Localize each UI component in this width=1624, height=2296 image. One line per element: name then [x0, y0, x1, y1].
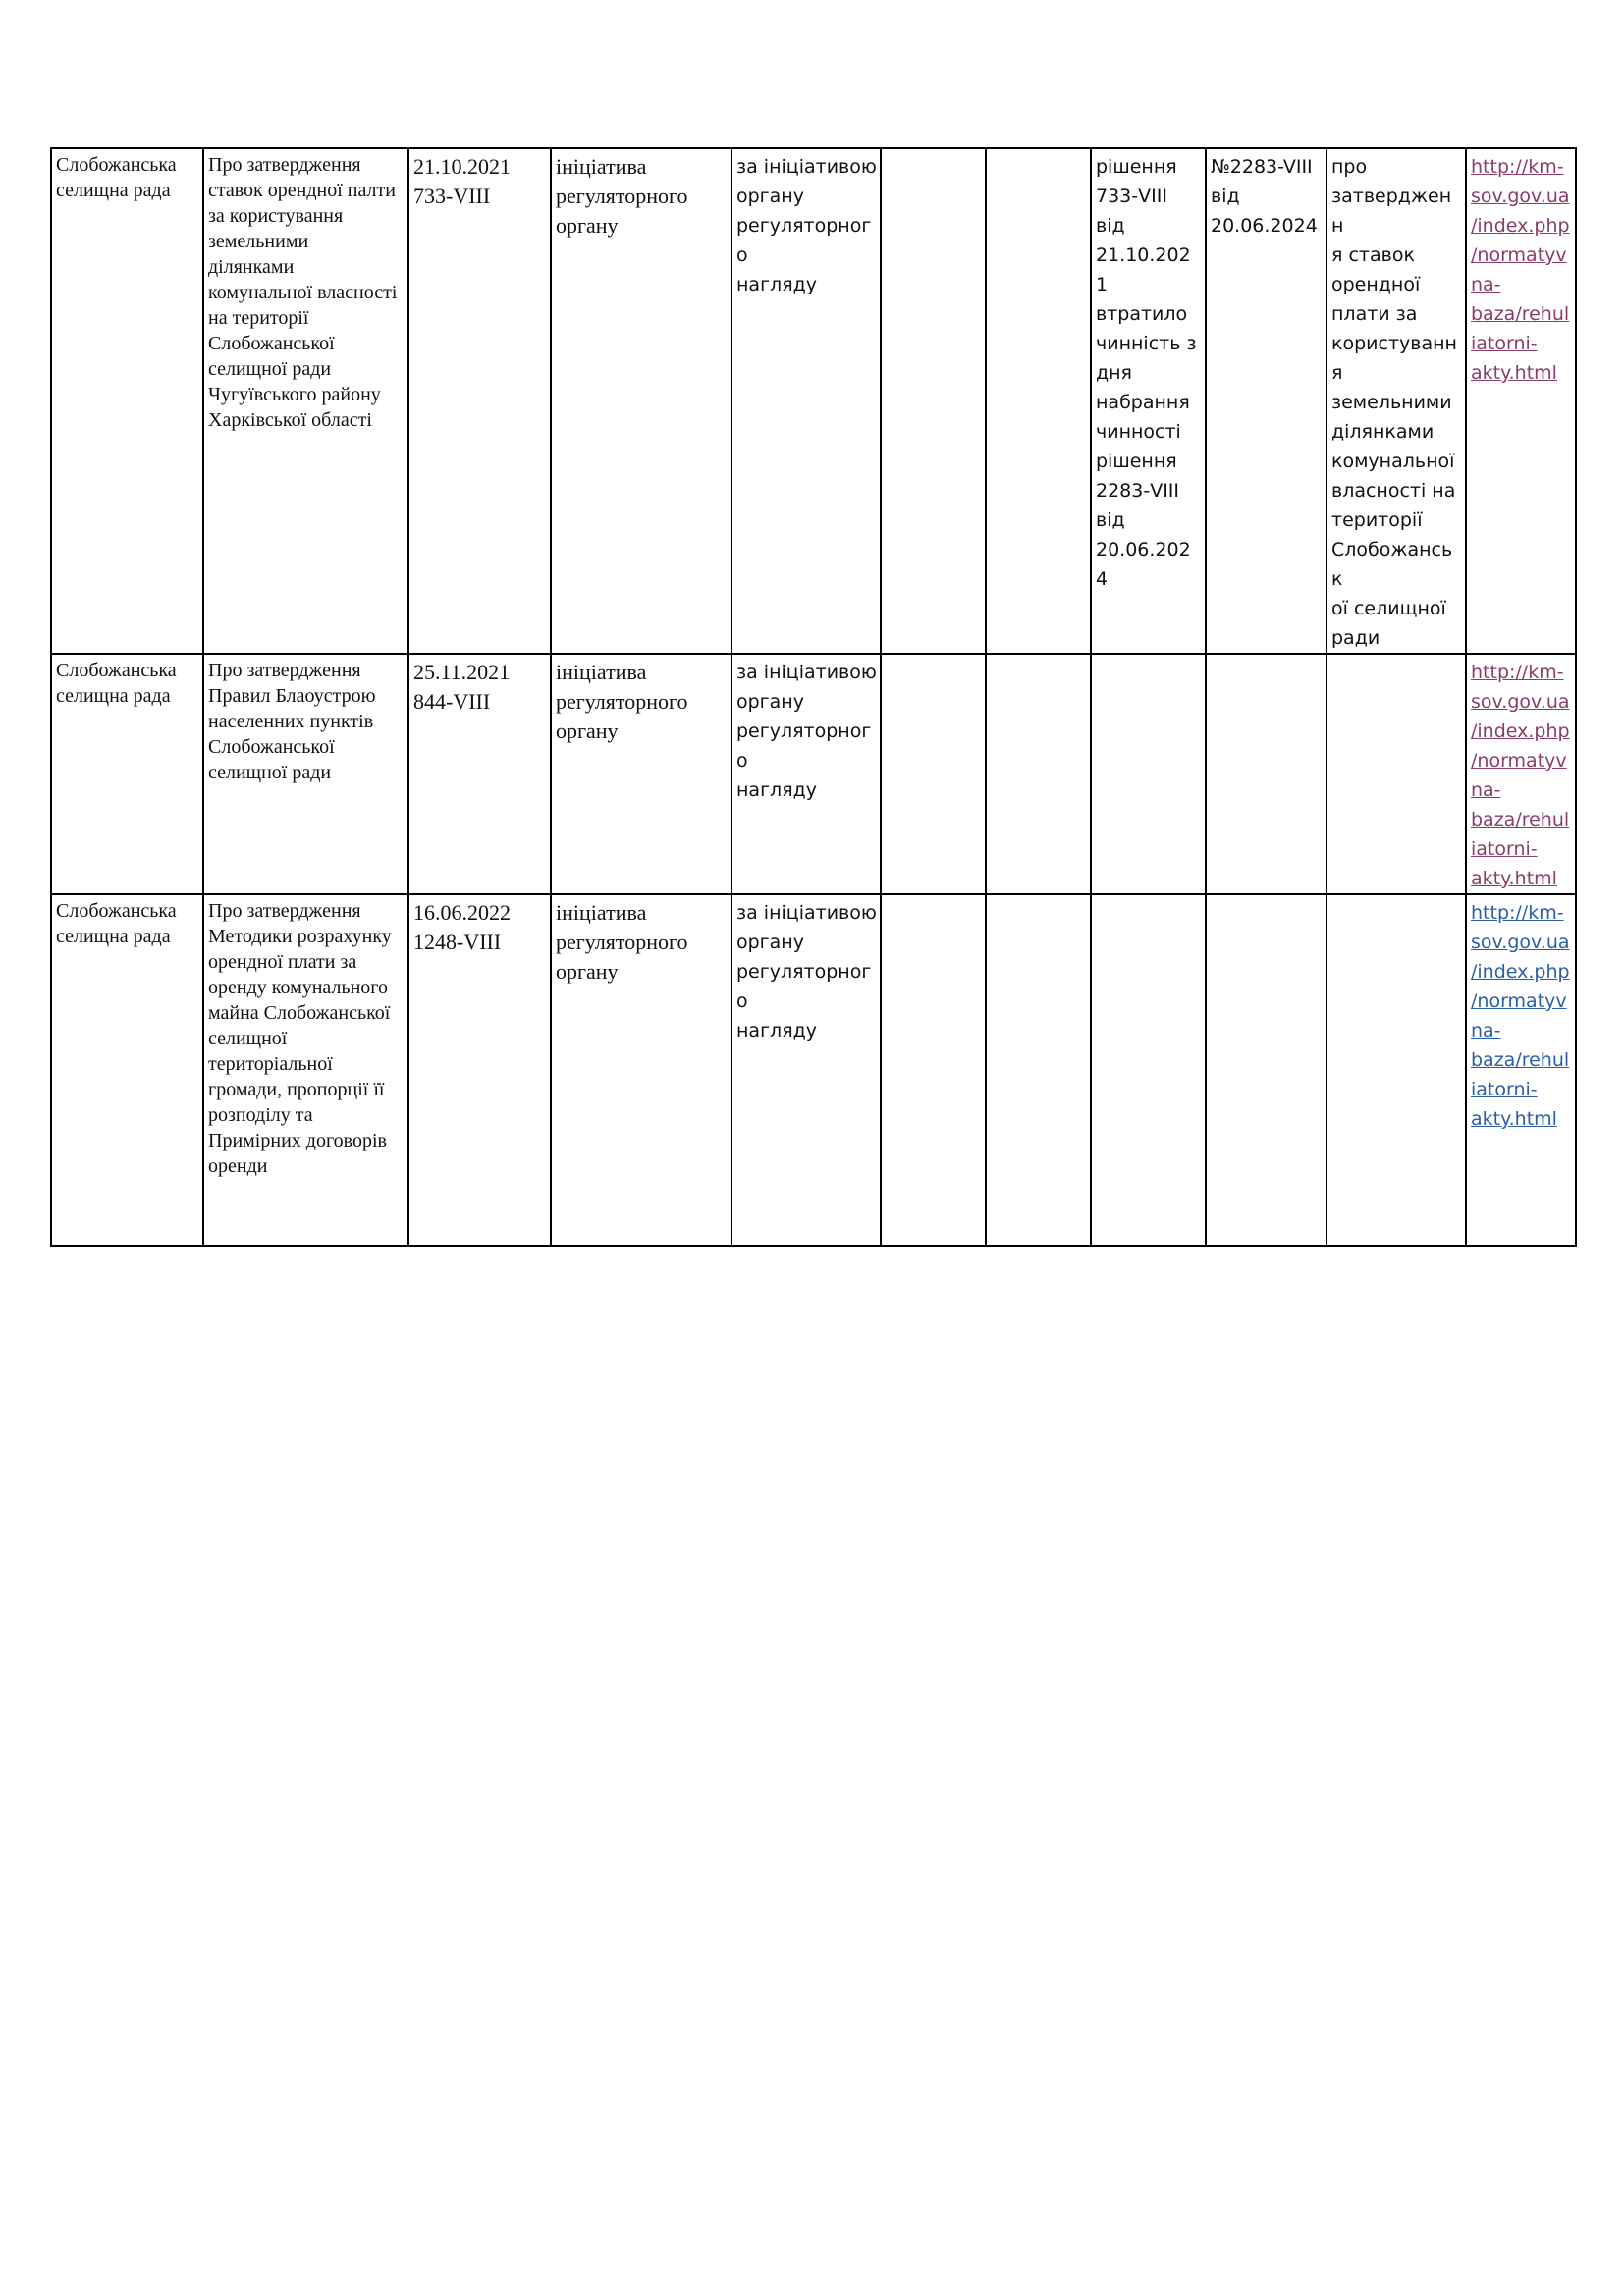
- act-title-text: Про затвердження Методики розрахунку орендної плати за оренду комунального майна Слобожанської селищної територіальної громади, пропорції її розподілу та Примірних договорів оренди: [208, 900, 392, 1177]
- new-act-text: №2283-VIII від 20.06.2024: [1211, 156, 1318, 237]
- status-note-cell: [1091, 148, 1206, 654]
- initiative-cell: [551, 894, 731, 1246]
- initiative-text: ініціатива регуляторного органу: [556, 900, 688, 984]
- authority-text: Слобожанська селищна рада: [56, 900, 177, 947]
- act-title-cell: [203, 148, 408, 654]
- status-note-text: рішення 733-VIII від 21.10.2021 втратило чинність з дня набрання чинності рішення 2283-VIII від 20.06.2024: [1096, 156, 1197, 590]
- date-number-cell: [408, 894, 551, 1246]
- planning-cell: [731, 654, 881, 894]
- authority-text: Слобожанська селищна рада: [56, 660, 177, 707]
- status-note-cell: [1091, 894, 1206, 1246]
- link-cell: [1466, 894, 1576, 1246]
- date-number-cell: [408, 654, 551, 894]
- empty-cell: [881, 148, 986, 654]
- regulatory-acts-table: [50, 147, 1577, 1247]
- empty-cell: [986, 894, 1091, 1246]
- authority-cell: [51, 148, 203, 654]
- empty-cell: [881, 654, 986, 894]
- new-title-text: про затвердженн я ставок орендної плати за користування земельними ділянками комунальної власності на території Слобожанськ ої селищної ради: [1331, 156, 1457, 649]
- act-title-text: Про затвердження ставок орендної палти за користування земельними ділянками комунальної власності на території Слобожанської селищної ради Чугуївського району Харківської області: [208, 154, 398, 431]
- table-row: [51, 148, 1576, 654]
- initiative-cell: [551, 654, 731, 894]
- initiative-text: ініціатива регуляторного органу: [556, 154, 688, 238]
- act-title-cell: [203, 894, 408, 1246]
- date-number-text: 16.06.2022 1248-VIII: [413, 900, 511, 954]
- act-title-text: Про затвердження Правил Блаоустрою населенних пунктів Слобожанської селищної ради: [208, 660, 376, 783]
- planning-cell: [731, 894, 881, 1246]
- new-act-cell: [1206, 894, 1326, 1246]
- planning-text: за ініціативою органу регуляторного нагляду: [736, 662, 877, 801]
- empty-cell: [881, 894, 986, 1246]
- empty-cell: [986, 148, 1091, 654]
- date-number-text: 21.10.2021 733-VIII: [413, 154, 511, 208]
- planning-cell: [731, 148, 881, 654]
- initiative-cell: [551, 148, 731, 654]
- date-number-cell: [408, 148, 551, 654]
- date-number-text: 25.11.2021 844-VIII: [413, 660, 511, 714]
- initiative-text: ініціатива регуляторного органу: [556, 660, 688, 743]
- act-link[interactable]: http://km- sov.gov.ua /index.php /normatyv na- baza/rehul iatorni- akty.html: [1471, 156, 1570, 384]
- table-row: [51, 894, 1576, 1246]
- link-cell: [1466, 148, 1576, 654]
- status-note-cell: [1091, 654, 1206, 894]
- authority-cell: [51, 654, 203, 894]
- new-act-cell: [1206, 654, 1326, 894]
- new-title-cell: [1326, 654, 1466, 894]
- planning-text: за ініціативою органу регуляторного нагляду: [736, 156, 877, 295]
- planning-text: за ініціативою органу регуляторного нагляду: [736, 902, 877, 1041]
- new-title-cell: [1326, 148, 1466, 654]
- act-link[interactable]: http://km- sov.gov.ua /index.php /normatyv na- baza/rehul iatorni- akty.html: [1471, 902, 1570, 1130]
- act-link[interactable]: http://km- sov.gov.ua /index.php /normatyv na- baza/rehul iatorni- akty.html: [1471, 662, 1570, 889]
- new-act-cell: [1206, 148, 1326, 654]
- act-title-cell: [203, 654, 408, 894]
- new-title-cell: [1326, 894, 1466, 1246]
- authority-cell: [51, 894, 203, 1246]
- empty-cell: [986, 654, 1091, 894]
- authority-text: Слобожанська селищна рада: [56, 154, 177, 201]
- table-row: [51, 654, 1576, 894]
- link-cell: [1466, 654, 1576, 894]
